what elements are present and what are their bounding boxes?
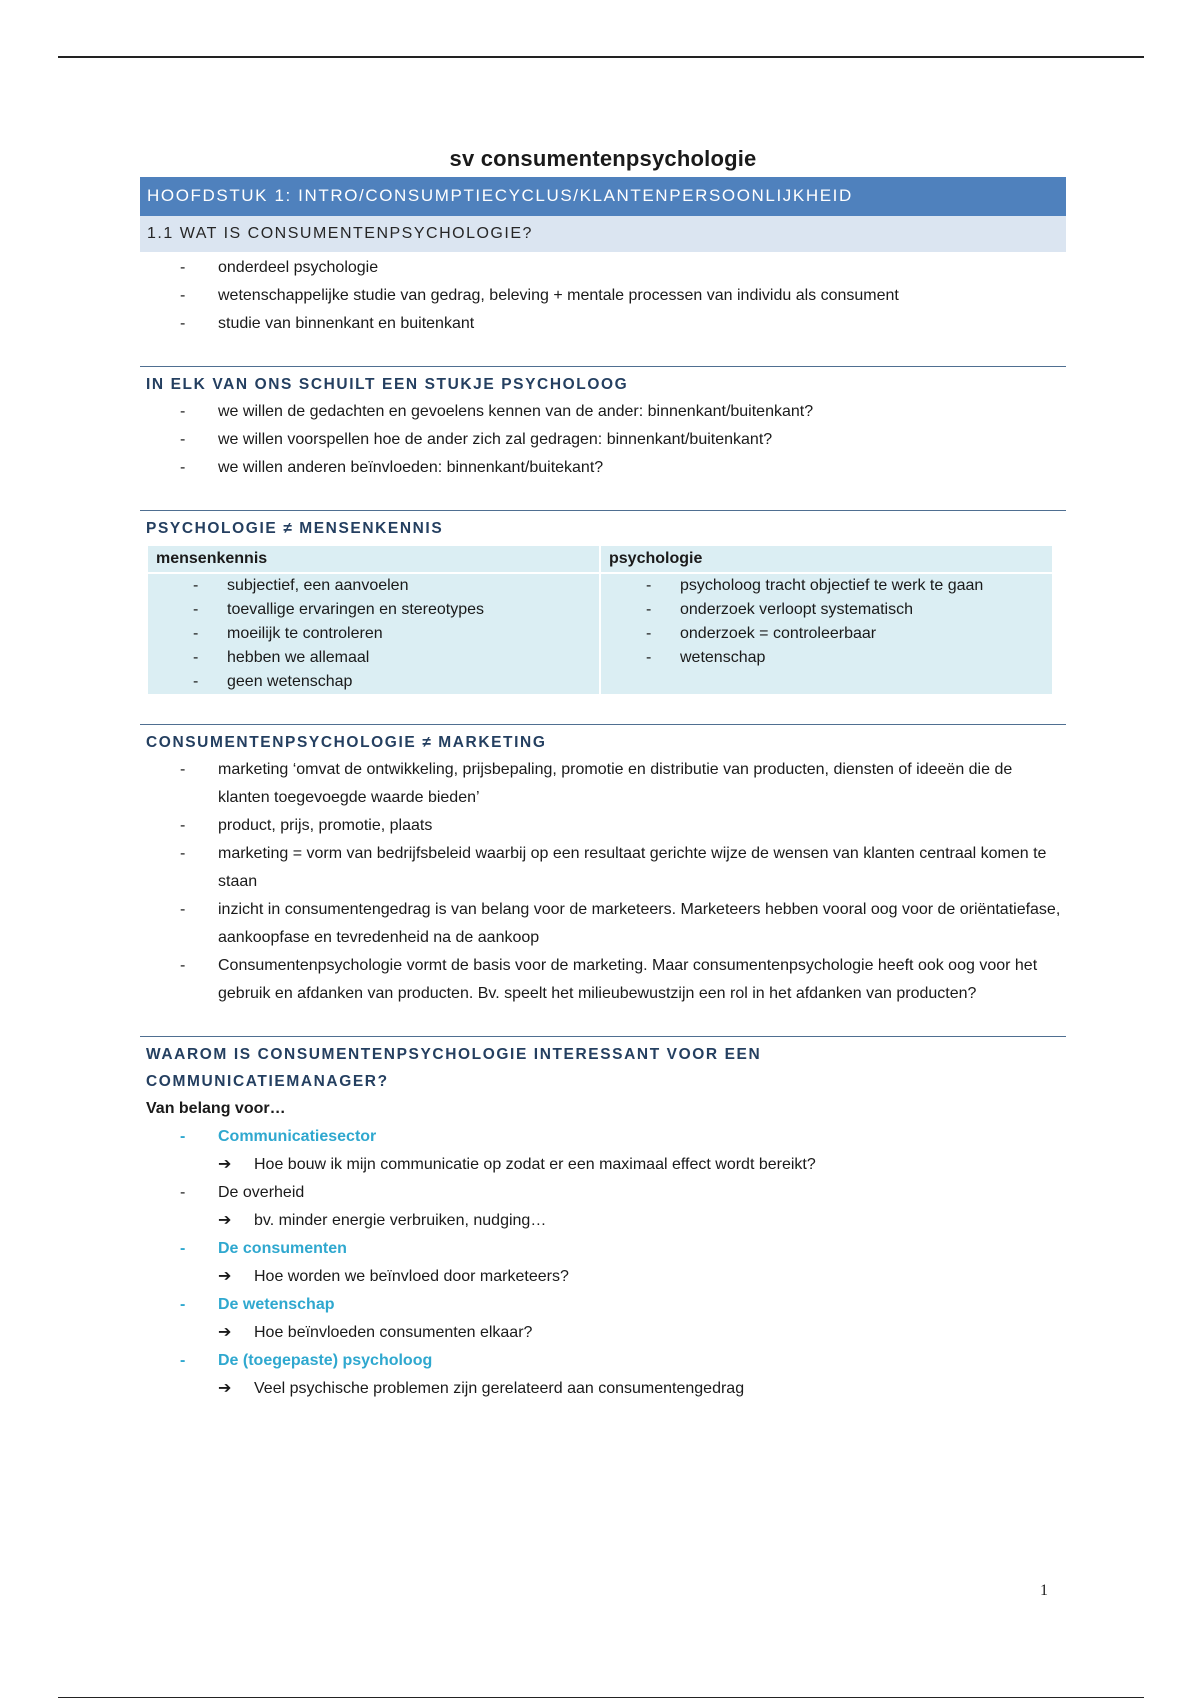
list-item: - we willen voorspellen hoe de ander zich zal gedragen: binnenkant/buitenkant? <box>140 426 1066 454</box>
list-item: - we willen anderen beïnvloeden: binnenkant/buitekant? <box>140 454 1066 482</box>
list-item: - we willen de gedachten en gevoelens kennen van de ander: binnenkant/buitenkant? <box>140 398 1066 426</box>
page-number: 1 <box>1040 1582 1048 1599</box>
list-item: - toevallige ervaringen en stereotypes <box>148 598 599 622</box>
list-item-consumenten: - De consumenten <box>140 1235 1066 1263</box>
table-header-mensenkennis: mensenkennis <box>148 546 599 572</box>
arrow-icon: ➔ <box>218 1156 232 1173</box>
arrow-item: ➔ bv. minder energie verbruiken, nudging… <box>140 1207 1066 1235</box>
chapter-heading: HOOFDSTUK 1: INTRO/CONSUMPTIECYCLUS/KLANTENPERSOONLIJKHEID <box>140 177 1066 216</box>
arrow-icon: ➔ <box>218 1380 232 1397</box>
list-item: - psycholoog tracht objectief te werk te gaan <box>601 574 1052 598</box>
table-cell-psychologie <box>601 574 1052 694</box>
arrow-item: ➔ Hoe bouw ik mijn communicatie op zodat er een maximaal effect wordt bereikt? <box>140 1151 1066 1179</box>
arrow-item: ➔ Hoe beïnvloeden consumenten elkaar? <box>140 1319 1066 1347</box>
header-rule <box>58 56 1144 58</box>
comparison-table <box>146 544 1054 696</box>
list-item: - marketing = vorm van bedrijfsbeleid waarbij op een resultaat gerichte wijze de wensen van klanten centraal komen te staan <box>140 840 1066 896</box>
marketing-list <box>140 756 1066 1008</box>
list-item: - wetenschap <box>601 646 1052 670</box>
list-item: - onderdeel psychologie <box>140 254 1066 282</box>
arrow-icon: ➔ <box>218 1268 232 1285</box>
section-heading-marketing: CONSUMENTENPSYCHOLOGIE ≠ MARKETING <box>140 724 1066 756</box>
list-item: - wetenschappelijke studie van gedrag, beleving + mentale processen van individu als consument <box>140 282 1066 310</box>
psycholoog-list <box>140 398 1066 482</box>
list-item: - studie van binnenkant en buitenkant <box>140 310 1066 338</box>
section-heading-manager: WAAROM IS CONSUMENTENPSYCHOLOGIE INTERESSANT VOOR EEN COMMUNICATIEMANAGER? <box>140 1036 1066 1095</box>
section-1-1-list <box>140 254 1066 338</box>
table-cell-mensenkennis <box>148 574 599 694</box>
document-title: sv consumentenpsychologie <box>449 146 757 171</box>
list-item: - product, prijs, promotie, plaats <box>140 812 1066 840</box>
manager-list <box>140 1123 1066 1151</box>
list-item: - moeilijk te controleren <box>148 622 599 646</box>
list-item: - marketing ‘omvat de ontwikkeling, prijsbepaling, promotie en distributie van producten, diensten of ideeën die de klanten toegevoegde waarde bieden’ <box>140 756 1066 812</box>
footer-rule <box>58 1697 1144 1698</box>
page-content <box>140 146 1066 1403</box>
arrow-item: ➔ Hoe worden we beïnvloed door marketeers? <box>140 1263 1066 1291</box>
list-item: - inzicht in consumentengedrag is van belang voor de marketeers. Marketeers hebben vooral oog voor de oriëntatiefase, aankoopfase en tevredenheid na de aankoop <box>140 896 1066 952</box>
list-item-wetenschap: - De wetenschap <box>140 1291 1066 1319</box>
intro-text: Van belang voor… <box>146 1100 286 1117</box>
list-item-overheid: - De overheid <box>140 1179 1066 1207</box>
list-item-psycholoog: - De (toegepaste) psycholoog <box>140 1347 1066 1375</box>
list-item: - onderzoek verloopt systematisch <box>601 598 1052 622</box>
list-item: - onderzoek = controleerbaar <box>601 622 1052 646</box>
list-item: - geen wetenschap <box>148 670 599 694</box>
list-item: - subjectief, een aanvoelen <box>148 574 599 598</box>
arrow-icon: ➔ <box>218 1324 232 1341</box>
list-item-communicatiesector: - Communicatiesector <box>140 1123 1066 1151</box>
list-item: - hebben we allemaal <box>148 646 599 670</box>
list-item: - Consumentenpsychologie vormt de basis voor de marketing. Maar consumentenpsychologie heeft ook oog voor het gebruik en afdanken van producten. Bv. speelt het milieubewustzijn een rol in het afdanken van producten? <box>140 952 1066 1008</box>
arrow-item: ➔ Veel psychische problemen zijn gerelateerd aan consumentengedrag <box>140 1375 1066 1403</box>
section-heading-1-1: 1.1 WAT IS CONSUMENTENPSYCHOLOGIE? <box>140 216 1066 252</box>
section-heading-psycholoog: IN ELK VAN ONS SCHUILT EEN STUKJE PSYCHOLOOG <box>140 366 1066 398</box>
arrow-icon: ➔ <box>218 1212 232 1229</box>
section-heading-mensenkennis: PSYCHOLOGIE ≠ MENSENKENNIS <box>140 510 1066 542</box>
table-header-psychologie: psychologie <box>601 546 1052 572</box>
